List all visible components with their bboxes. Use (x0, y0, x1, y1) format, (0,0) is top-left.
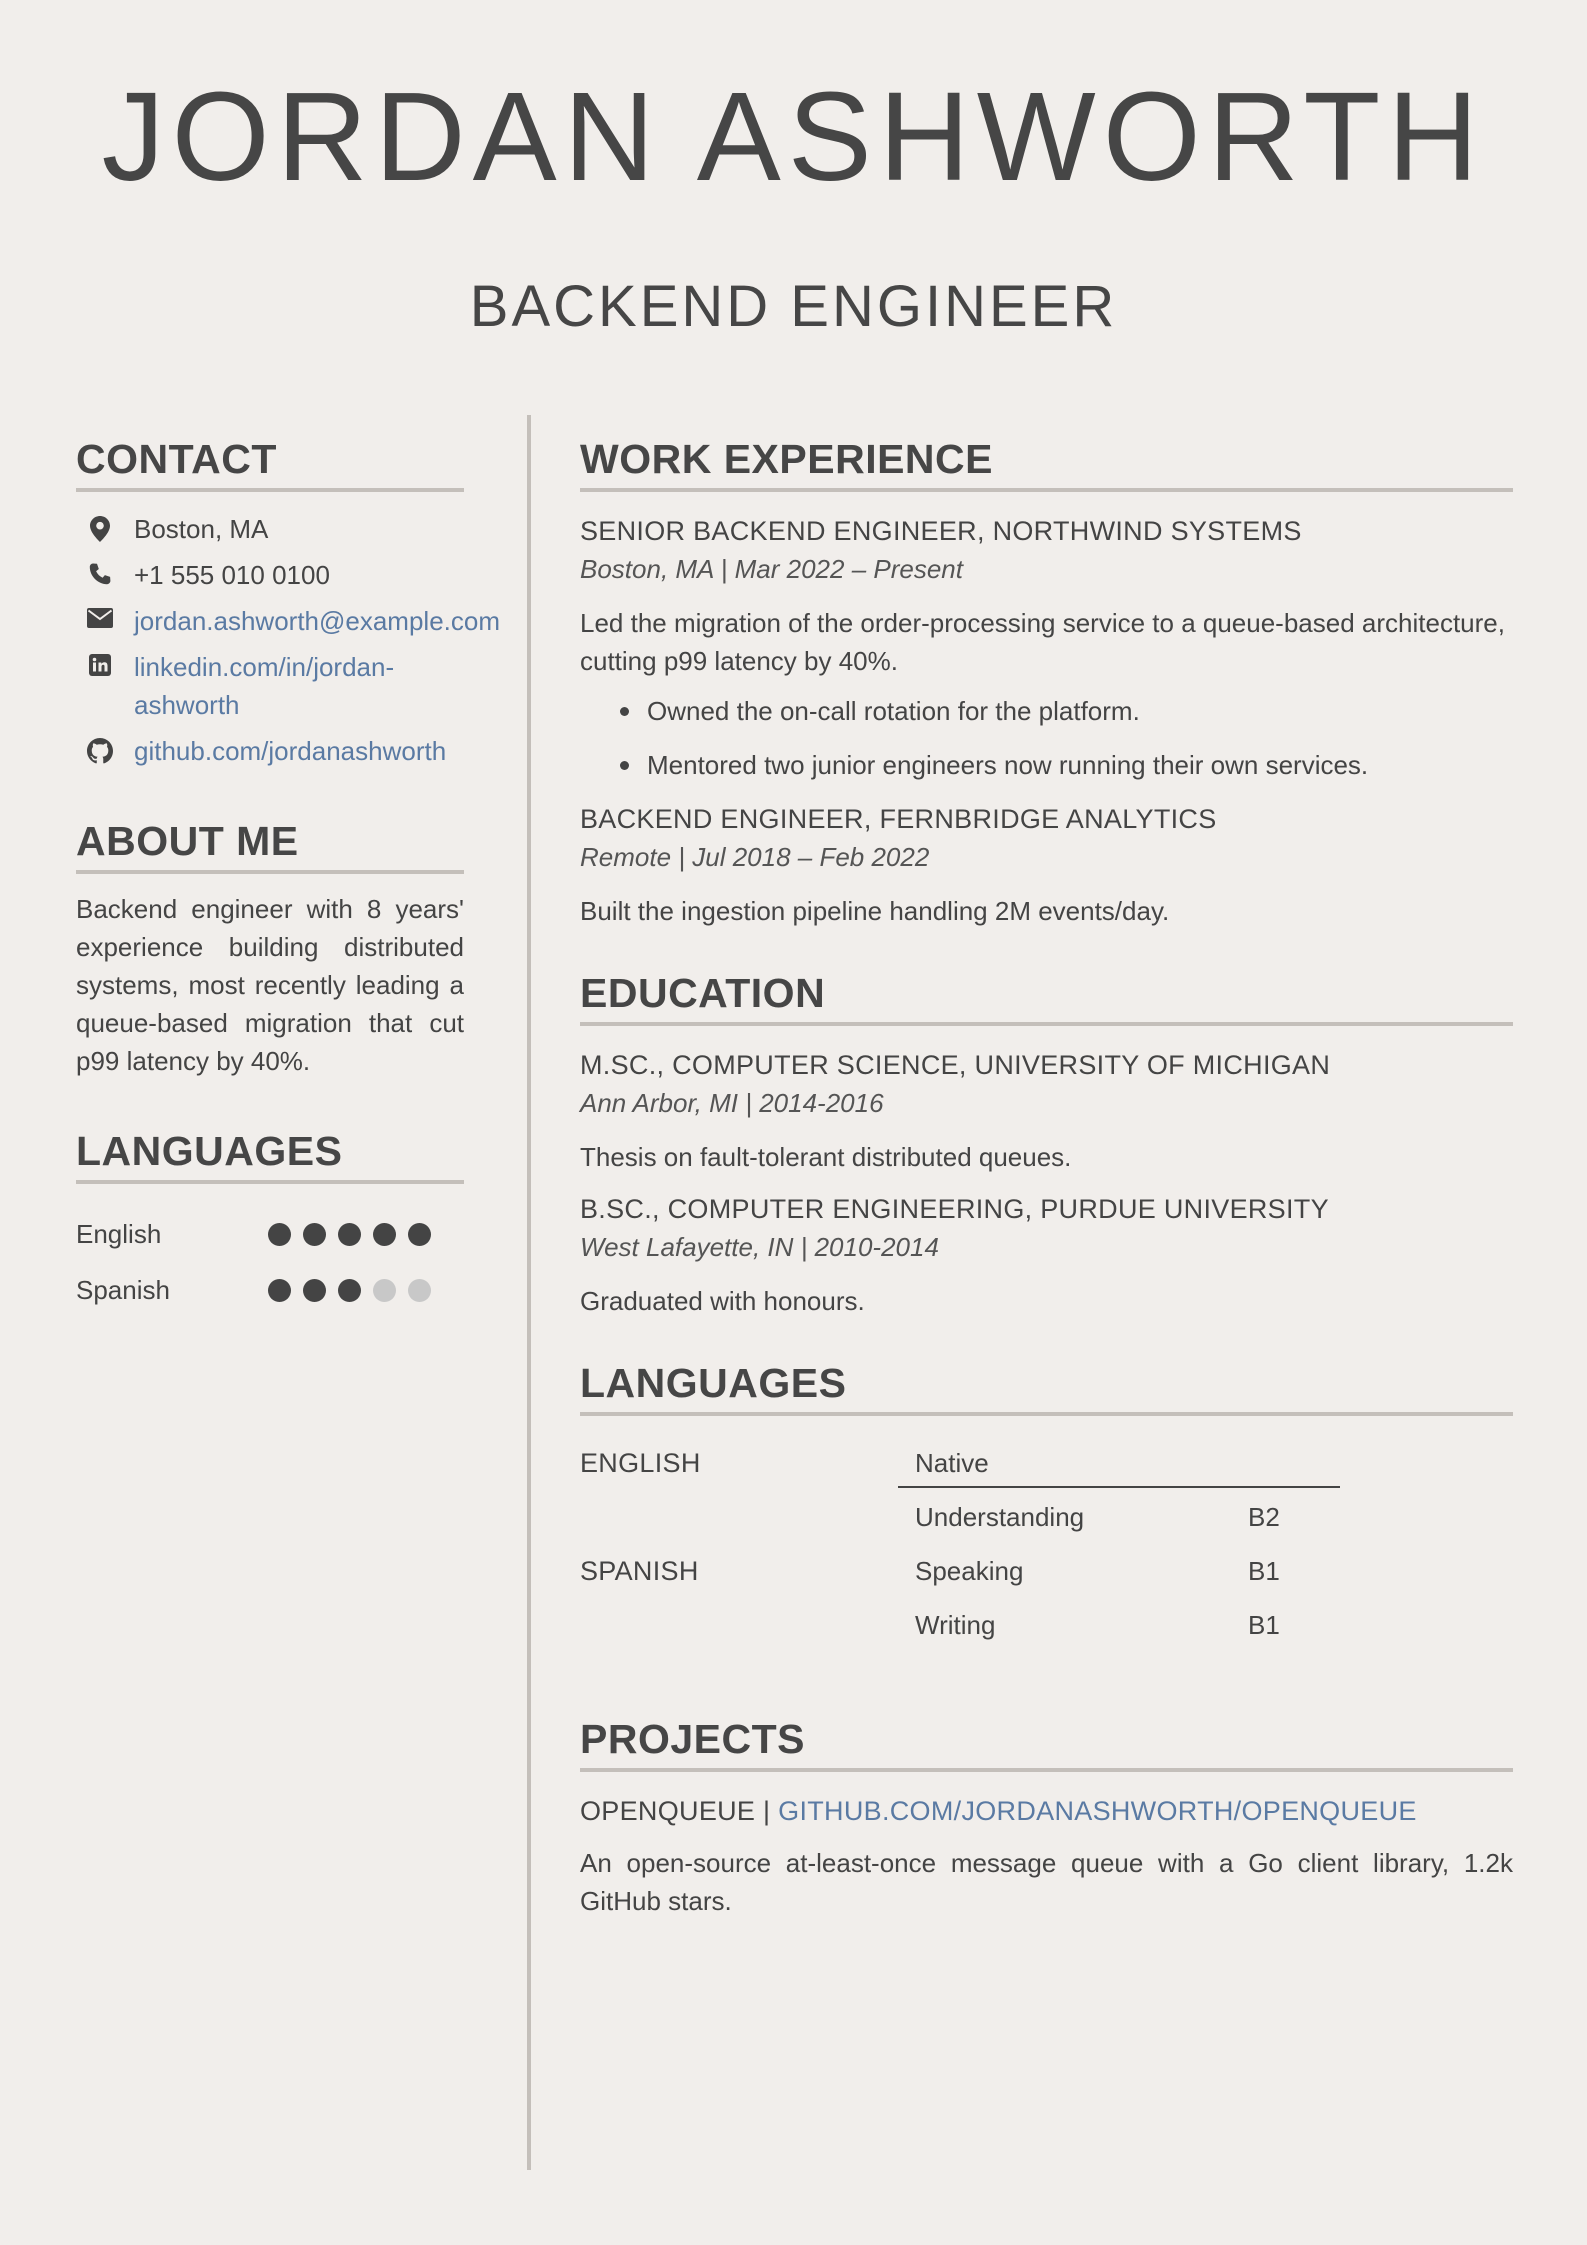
education-meta: Ann Arbor, MI | 2014-2016 (580, 1088, 884, 1118)
language-name: English (76, 1218, 162, 1249)
contact-phone-text: +1 555 010 0100 (134, 560, 330, 590)
left-column (76, 430, 501, 1318)
job-description: Led the migration of the order-processing service to a queue-based architecture, cutting p99 latency by 40%. (580, 608, 1505, 676)
language-rating-row (76, 1262, 464, 1318)
candidate-name: JORDAN ASHWORTH (101, 66, 1486, 207)
rating-dots (268, 1279, 431, 1302)
contact-email[interactable] (76, 602, 501, 640)
project-description: An open-source at-least-once message queue with a Go client library, 1.2k GitHub stars. (580, 1848, 1513, 1916)
projects-heading: PROJECTS (580, 1710, 1513, 1772)
language-skill: Understanding (915, 1502, 1085, 1532)
contact-github-link[interactable]: github.com/jordanashworth (134, 736, 447, 766)
github-icon (80, 732, 120, 764)
contact-linkedin-link[interactable]: linkedin.com/in/jordan-ashworth (134, 652, 395, 720)
contact-linkedin[interactable] (76, 648, 464, 724)
job-title: BACKEND ENGINEER (469, 274, 1118, 339)
language-name: Spanish (76, 1274, 170, 1305)
contact-list (76, 510, 501, 770)
rating-dot-filled (408, 1223, 431, 1246)
language-ratings (76, 1206, 464, 1318)
language-english-label: ENGLISH (580, 1448, 701, 1478)
contact-location (76, 510, 464, 548)
language-skill-level: B1 (1248, 1556, 1280, 1586)
education-heading: EDUCATION (580, 964, 1513, 1026)
contact-github[interactable] (76, 732, 464, 770)
degree-title: B.SC., COMPUTER ENGINEERING, PURDUE UNIVERSITY (580, 1194, 1329, 1224)
contact-email-link[interactable]: jordan.ashworth@example.com (134, 606, 501, 636)
right-column (580, 430, 1513, 1920)
education-entry (580, 1046, 1513, 1176)
education-meta: West Lafayette, IN | 2010-2014 (580, 1232, 939, 1262)
job-entry (580, 512, 1513, 784)
rating-dot-filled (338, 1223, 361, 1246)
job-title-company: BACKEND ENGINEER, FERNBRIDGE ANALYTICS (580, 804, 1217, 834)
job-bullets (580, 692, 1513, 784)
job-bullet: Mentored two junior engineers now running their own services. (580, 746, 1513, 784)
project-title-line (580, 1792, 1513, 1830)
contact-location-text: Boston, MA (134, 514, 269, 544)
language-english-level: Native (915, 1448, 989, 1478)
job-meta: Boston, MA | Mar 2022 – Present (580, 554, 963, 584)
job-title-company: SENIOR BACKEND ENGINEER, NORTHWIND SYSTEMS (580, 516, 1302, 546)
job-meta: Remote | Jul 2018 – Feb 2022 (580, 842, 930, 872)
project-entry (580, 1792, 1513, 1920)
contact-heading: CONTACT (76, 430, 464, 492)
language-rating-row (76, 1206, 464, 1262)
table-rule (898, 1486, 1340, 1488)
job-bullet: Owned the on-call rotation for the platform. (580, 692, 1513, 730)
language-spanish-label: SPANISH (580, 1556, 699, 1586)
work-heading: WORK EXPERIENCE (580, 430, 1513, 492)
job-entry (580, 800, 1513, 930)
contact-phone (76, 556, 464, 594)
rating-dot-filled (303, 1279, 326, 1302)
language-skill: Speaking (915, 1556, 1024, 1586)
rating-dots (268, 1223, 431, 1246)
job-description: Built the ingestion pipeline handling 2M events/day. (580, 896, 1170, 926)
education-description: Graduated with honours. (580, 1286, 865, 1316)
language-skill-level: B2 (1248, 1502, 1280, 1532)
languages-table (580, 1438, 1513, 1688)
about-heading: ABOUT ME (76, 812, 464, 874)
rating-dot-filled (303, 1223, 326, 1246)
column-divider (527, 415, 531, 2170)
rating-dot-empty (373, 1279, 396, 1302)
rating-dot-filled (268, 1279, 291, 1302)
rating-dot-filled (268, 1223, 291, 1246)
education-description: Thesis on fault-tolerant distributed queues. (580, 1142, 1072, 1172)
education-entry (580, 1190, 1513, 1320)
languages-heading: LANGUAGES (580, 1354, 1513, 1416)
project-name: OPENQUEUE (580, 1796, 756, 1826)
linkedin-icon (80, 648, 120, 676)
project-link[interactable]: GITHUB.COM/JORDANASHWORTH/OPENQUEUE (778, 1796, 1417, 1826)
project-separator: | (755, 1796, 779, 1826)
map-pin-icon (80, 510, 120, 542)
envelope-icon (80, 602, 120, 628)
rating-dot-empty (408, 1279, 431, 1302)
languages-skill-heading: LANGUAGES (76, 1122, 464, 1184)
language-skill: Writing (915, 1610, 996, 1640)
rating-dot-filled (373, 1223, 396, 1246)
degree-title: M.SC., COMPUTER SCIENCE, UNIVERSITY OF MICHIGAN (580, 1050, 1331, 1080)
about-text: Backend engineer with 8 years' experience building distributed systems, most recently leading a queue-based migration that cut p99 latency by 40%. (76, 894, 464, 1076)
phone-icon (80, 556, 120, 586)
rating-dot-filled (338, 1279, 361, 1302)
language-skill-level: B1 (1248, 1610, 1280, 1640)
